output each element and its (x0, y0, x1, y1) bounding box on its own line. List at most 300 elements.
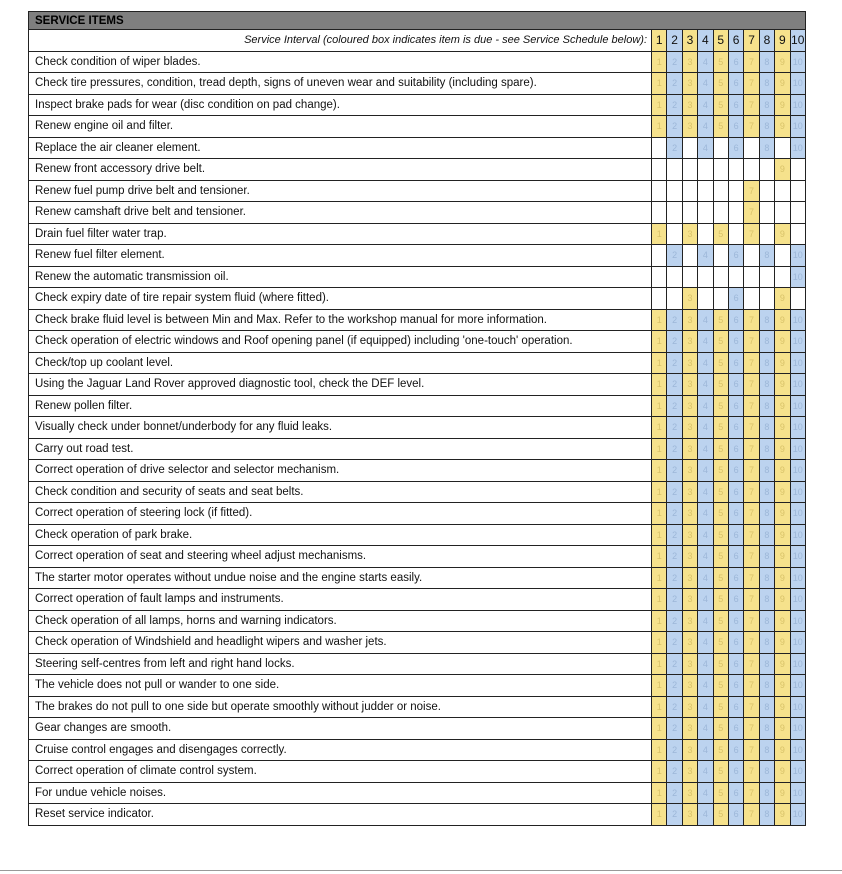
interval-cell-due: 1 (652, 546, 667, 568)
interval-cell-due: 5 (713, 546, 728, 568)
interval-cell-due: 2 (667, 331, 682, 353)
interval-cell-due: 2 (667, 524, 682, 546)
interval-cell-due: 3 (682, 610, 697, 632)
interval-cell-due: 2 (667, 782, 682, 804)
interval-cell-due: 2 (667, 675, 682, 697)
interval-cell-due: 1 (652, 675, 667, 697)
interval-cell-due: 4 (698, 94, 713, 116)
interval-cell-due: 7 (744, 718, 759, 740)
interval-cell-due: 2 (667, 610, 682, 632)
interval-cell-empty (713, 266, 728, 288)
interval-cell-due: 10 (790, 675, 805, 697)
interval-cell-due: 3 (682, 352, 697, 374)
interval-cell-due: 8 (759, 718, 774, 740)
interval-cell-due: 5 (713, 610, 728, 632)
service-item-text: Correct operation of drive selector and selector mechanism. (29, 460, 652, 482)
interval-cell-empty (759, 223, 774, 245)
table-row (29, 266, 806, 288)
table-row (29, 94, 806, 116)
service-item-text: Carry out road test. (29, 438, 652, 460)
interval-cell-due: 5 (713, 718, 728, 740)
interval-cell-due: 9 (775, 395, 790, 417)
interval-header-6: 6 (728, 30, 743, 52)
interval-cell-due: 8 (759, 524, 774, 546)
interval-cell-due: 5 (713, 481, 728, 503)
service-items-sheet (28, 11, 806, 826)
service-item-text: Check condition and security of seats and seat belts. (29, 481, 652, 503)
interval-cell-due: 7 (744, 202, 759, 224)
service-item-text: The vehicle does not pull or wander to one side. (29, 675, 652, 697)
interval-cell-due: 10 (790, 245, 805, 267)
interval-cell-due: 10 (790, 503, 805, 525)
interval-cell-due: 10 (790, 395, 805, 417)
interval-cell-due: 2 (667, 374, 682, 396)
interval-cell-due: 9 (775, 331, 790, 353)
interval-cell-due: 9 (775, 632, 790, 654)
interval-header-8: 8 (759, 30, 774, 52)
interval-header-9: 9 (775, 30, 790, 52)
interval-cell-due: 10 (790, 524, 805, 546)
interval-cell-empty (790, 288, 805, 310)
interval-cell-due: 4 (698, 632, 713, 654)
interval-cell-due: 4 (698, 137, 713, 159)
interval-cell-due: 5 (713, 417, 728, 439)
interval-cell-due: 6 (728, 460, 743, 482)
interval-cell-due: 8 (759, 137, 774, 159)
interval-cell-due: 1 (652, 51, 667, 73)
interval-cell-due: 9 (775, 374, 790, 396)
interval-cell-due: 5 (713, 632, 728, 654)
interval-cell-due: 1 (652, 632, 667, 654)
interval-cell-empty (744, 245, 759, 267)
interval-cell-due: 5 (713, 696, 728, 718)
interval-cell-empty (713, 180, 728, 202)
interval-cell-due: 1 (652, 417, 667, 439)
interval-cell-due: 6 (728, 675, 743, 697)
interval-cell-due: 1 (652, 739, 667, 761)
interval-cell-due: 6 (728, 653, 743, 675)
interval-cell-due: 1 (652, 481, 667, 503)
interval-cell-empty (713, 137, 728, 159)
interval-cell-due: 7 (744, 567, 759, 589)
interval-cell-due: 8 (759, 460, 774, 482)
interval-cell-empty (744, 266, 759, 288)
interval-cell-due: 1 (652, 352, 667, 374)
interval-cell-due: 6 (728, 116, 743, 138)
interval-cell-due: 4 (698, 503, 713, 525)
service-item-text: Drain fuel filter water trap. (29, 223, 652, 245)
interval-cell-due: 8 (759, 610, 774, 632)
interval-cell-due: 2 (667, 460, 682, 482)
interval-cell-due: 4 (698, 417, 713, 439)
interval-cell-due: 7 (744, 481, 759, 503)
interval-cell-due: 9 (775, 116, 790, 138)
interval-cell-due: 1 (652, 804, 667, 826)
table-row (29, 503, 806, 525)
interval-cell-due: 7 (744, 524, 759, 546)
interval-cell-due: 8 (759, 73, 774, 95)
interval-cell-due: 4 (698, 675, 713, 697)
interval-cell-due: 4 (698, 438, 713, 460)
interval-cell-due: 9 (775, 352, 790, 374)
interval-cell-due: 6 (728, 610, 743, 632)
interval-cell-due: 10 (790, 632, 805, 654)
interval-cell-due: 5 (713, 460, 728, 482)
service-item-text: For undue vehicle noises. (29, 782, 652, 804)
interval-cell-due: 3 (682, 739, 697, 761)
interval-cell-empty (698, 288, 713, 310)
interval-cell-due: 9 (775, 653, 790, 675)
table-row (29, 438, 806, 460)
interval-cell-due: 4 (698, 352, 713, 374)
interval-cell-due: 2 (667, 116, 682, 138)
interval-cell-empty (698, 223, 713, 245)
interval-cell-due: 5 (713, 309, 728, 331)
interval-cell-due: 4 (698, 331, 713, 353)
interval-cell-due: 4 (698, 804, 713, 826)
interval-cell-empty (775, 202, 790, 224)
interval-cell-due: 9 (775, 718, 790, 740)
table-row (29, 782, 806, 804)
interval-cell-due: 8 (759, 245, 774, 267)
interval-cell-due: 6 (728, 524, 743, 546)
interval-cell-due: 9 (775, 546, 790, 568)
interval-cell-due: 2 (667, 309, 682, 331)
interval-cell-empty (698, 159, 713, 181)
interval-cell-due: 7 (744, 503, 759, 525)
interval-cell-due: 1 (652, 718, 667, 740)
table-row (29, 460, 806, 482)
table-row (29, 610, 806, 632)
interval-cell-due: 4 (698, 395, 713, 417)
interval-cell-due: 10 (790, 331, 805, 353)
interval-cell-due: 3 (682, 223, 697, 245)
interval-cell-due: 6 (728, 546, 743, 568)
interval-cell-empty (667, 159, 682, 181)
service-item-text: Renew pollen filter. (29, 395, 652, 417)
interval-cell-due: 9 (775, 288, 790, 310)
service-item-text: Replace the air cleaner element. (29, 137, 652, 159)
interval-cell-due: 8 (759, 352, 774, 374)
interval-cell-due: 2 (667, 417, 682, 439)
table-row (29, 309, 806, 331)
interval-cell-due: 8 (759, 94, 774, 116)
interval-cell-due: 3 (682, 51, 697, 73)
interval-cell-due: 9 (775, 804, 790, 826)
interval-cell-due: 8 (759, 546, 774, 568)
interval-cell-due: 6 (728, 309, 743, 331)
interval-cell-due: 6 (728, 395, 743, 417)
interval-cell-due: 3 (682, 804, 697, 826)
interval-cell-due: 9 (775, 73, 790, 95)
interval-header-7: 7 (744, 30, 759, 52)
interval-cell-due: 6 (728, 73, 743, 95)
interval-cell-due: 2 (667, 567, 682, 589)
interval-cell-due: 6 (728, 481, 743, 503)
interval-cell-due: 8 (759, 782, 774, 804)
interval-header-10: 10 (790, 30, 805, 52)
interval-cell-due: 9 (775, 223, 790, 245)
interval-cell-due: 6 (728, 804, 743, 826)
interval-cell-due: 3 (682, 696, 697, 718)
interval-cell-due: 4 (698, 546, 713, 568)
interval-cell-due: 7 (744, 417, 759, 439)
service-item-text: The starter motor operates without undue noise and the engine starts easily. (29, 567, 652, 589)
interval-cell-empty (713, 159, 728, 181)
interval-cell-due: 2 (667, 438, 682, 460)
interval-cell-empty (652, 288, 667, 310)
interval-cell-due: 10 (790, 739, 805, 761)
table-row (29, 524, 806, 546)
interval-cell-due: 6 (728, 374, 743, 396)
interval-cell-due: 7 (744, 804, 759, 826)
service-item-text: Check condition of wiper blades. (29, 51, 652, 73)
interval-cell-due: 10 (790, 438, 805, 460)
interval-cell-empty (713, 288, 728, 310)
interval-cell-due: 4 (698, 589, 713, 611)
interval-cell-due: 7 (744, 223, 759, 245)
interval-cell-due: 8 (759, 331, 774, 353)
interval-cell-due: 9 (775, 159, 790, 181)
interval-cell-due: 6 (728, 503, 743, 525)
interval-cell-due: 5 (713, 223, 728, 245)
table-row (29, 331, 806, 353)
interval-cell-due: 1 (652, 782, 667, 804)
interval-cell-empty (728, 266, 743, 288)
interval-cell-empty (790, 180, 805, 202)
interval-cell-due: 1 (652, 374, 667, 396)
service-item-text: Check/top up coolant level. (29, 352, 652, 374)
interval-cell-due: 6 (728, 137, 743, 159)
interval-cell-due: 5 (713, 395, 728, 417)
interval-cell-due: 10 (790, 266, 805, 288)
interval-cell-due: 7 (744, 782, 759, 804)
interval-cell-due: 6 (728, 438, 743, 460)
interval-cell-due: 8 (759, 417, 774, 439)
service-items-table (28, 11, 806, 826)
interval-cell-due: 5 (713, 653, 728, 675)
interval-cell-due: 7 (744, 374, 759, 396)
interval-cell-empty (728, 159, 743, 181)
interval-cell-due: 8 (759, 503, 774, 525)
interval-cell-due: 4 (698, 51, 713, 73)
interval-cell-empty (790, 202, 805, 224)
interval-cell-due: 2 (667, 718, 682, 740)
interval-cell-due: 9 (775, 761, 790, 783)
interval-cell-empty (667, 223, 682, 245)
interval-cell-empty (652, 159, 667, 181)
interval-cell-due: 5 (713, 73, 728, 95)
service-item-text: Inspect brake pads for wear (disc condition on pad change). (29, 94, 652, 116)
table-row (29, 417, 806, 439)
interval-cell-due: 1 (652, 94, 667, 116)
interval-cell-due: 7 (744, 675, 759, 697)
interval-cell-due: 7 (744, 761, 759, 783)
interval-cell-empty (682, 137, 697, 159)
interval-cell-due: 4 (698, 481, 713, 503)
interval-cell-due: 5 (713, 51, 728, 73)
table-row (29, 739, 806, 761)
interval-cell-due: 1 (652, 223, 667, 245)
interval-cell-due: 4 (698, 116, 713, 138)
interval-header-1: 1 (652, 30, 667, 52)
service-item-text: Check tire pressures, condition, tread depth, signs of uneven wear and suitability (including spare). (29, 73, 652, 95)
interval-cell-due: 6 (728, 761, 743, 783)
interval-cell-due: 5 (713, 352, 728, 374)
table-row (29, 223, 806, 245)
interval-cell-due: 10 (790, 804, 805, 826)
interval-cell-due: 4 (698, 460, 713, 482)
interval-cell-due: 5 (713, 524, 728, 546)
interval-cell-due: 6 (728, 94, 743, 116)
interval-cell-empty (790, 223, 805, 245)
service-item-text: Check operation of Windshield and headlight wipers and washer jets. (29, 632, 652, 654)
interval-cell-empty (667, 202, 682, 224)
interval-cell-due: 5 (713, 589, 728, 611)
interval-cell-due: 5 (713, 804, 728, 826)
interval-cell-due: 3 (682, 632, 697, 654)
interval-cell-due: 9 (775, 524, 790, 546)
interval-cell-due: 4 (698, 739, 713, 761)
interval-cell-due: 5 (713, 503, 728, 525)
interval-cell-due: 5 (713, 94, 728, 116)
interval-cell-due: 10 (790, 94, 805, 116)
interval-cell-due: 3 (682, 94, 697, 116)
interval-cell-due: 9 (775, 309, 790, 331)
interval-cell-due: 7 (744, 352, 759, 374)
table-row (29, 589, 806, 611)
interval-cell-empty (698, 180, 713, 202)
interval-cell-due: 9 (775, 567, 790, 589)
interval-cell-due: 9 (775, 94, 790, 116)
interval-cell-due: 10 (790, 761, 805, 783)
interval-cell-due: 3 (682, 567, 697, 589)
interval-cell-due: 2 (667, 481, 682, 503)
interval-cell-due: 9 (775, 782, 790, 804)
interval-cell-due: 10 (790, 51, 805, 73)
interval-cell-due: 3 (682, 417, 697, 439)
interval-cell-due: 7 (744, 309, 759, 331)
interval-cell-due: 7 (744, 438, 759, 460)
interval-cell-due: 3 (682, 481, 697, 503)
interval-cell-due: 3 (682, 73, 697, 95)
interval-cell-due: 8 (759, 51, 774, 73)
interval-cell-due: 1 (652, 524, 667, 546)
interval-cell-due: 8 (759, 653, 774, 675)
interval-cell-due: 4 (698, 309, 713, 331)
interval-cell-due: 10 (790, 137, 805, 159)
table-row (29, 245, 806, 267)
interval-cell-due: 5 (713, 761, 728, 783)
interval-cell-due: 3 (682, 675, 697, 697)
table-row (29, 696, 806, 718)
interval-cell-due: 8 (759, 804, 774, 826)
interval-cell-due: 3 (682, 653, 697, 675)
interval-cell-due: 3 (682, 438, 697, 460)
interval-cell-due: 8 (759, 309, 774, 331)
interval-cell-empty (744, 288, 759, 310)
interval-cell-due: 8 (759, 696, 774, 718)
service-item-text: Renew camshaft drive belt and tensioner. (29, 202, 652, 224)
interval-cell-empty (698, 202, 713, 224)
interval-cell-due: 1 (652, 761, 667, 783)
service-item-text: Gear changes are smooth. (29, 718, 652, 740)
interval-cell-due: 9 (775, 51, 790, 73)
interval-cell-due: 7 (744, 180, 759, 202)
interval-cell-due: 10 (790, 546, 805, 568)
interval-cell-due: 10 (790, 481, 805, 503)
interval-cell-due: 5 (713, 739, 728, 761)
interval-cell-empty (652, 266, 667, 288)
service-item-text: Using the Jaguar Land Rover approved diagnostic tool, check the DEF level. (29, 374, 652, 396)
interval-cell-empty (682, 159, 697, 181)
service-item-text: The brakes do not pull to one side but operate smoothly without judder or noise. (29, 696, 652, 718)
interval-header-row (29, 30, 806, 52)
interval-cell-due: 7 (744, 94, 759, 116)
interval-cell-due: 1 (652, 309, 667, 331)
interval-cell-due: 3 (682, 546, 697, 568)
interval-cell-due: 2 (667, 395, 682, 417)
interval-cell-due: 2 (667, 352, 682, 374)
interval-cell-empty (682, 245, 697, 267)
interval-cell-due: 8 (759, 116, 774, 138)
interval-cell-empty (682, 266, 697, 288)
service-item-text: Reset service indicator. (29, 804, 652, 826)
interval-cell-empty (652, 137, 667, 159)
interval-cell-due: 9 (775, 417, 790, 439)
interval-cell-due: 2 (667, 589, 682, 611)
interval-cell-due: 1 (652, 653, 667, 675)
interval-cell-due: 5 (713, 567, 728, 589)
interval-cell-due: 7 (744, 653, 759, 675)
table-row (29, 804, 806, 826)
interval-cell-due: 6 (728, 696, 743, 718)
interval-cell-due: 6 (728, 567, 743, 589)
interval-cell-due: 8 (759, 438, 774, 460)
interval-cell-due: 2 (667, 245, 682, 267)
interval-cell-empty (728, 180, 743, 202)
interval-cell-due: 6 (728, 51, 743, 73)
interval-cell-due: 10 (790, 374, 805, 396)
service-item-text: Renew engine oil and filter. (29, 116, 652, 138)
table-row (29, 202, 806, 224)
interval-cell-due: 3 (682, 460, 697, 482)
interval-cell-empty (759, 202, 774, 224)
interval-cell-due: 4 (698, 610, 713, 632)
interval-cell-due: 10 (790, 116, 805, 138)
interval-cell-due: 9 (775, 610, 790, 632)
interval-cell-empty (667, 288, 682, 310)
interval-cell-due: 3 (682, 288, 697, 310)
service-item-text: Check brake fluid level is between Min and Max. Refer to the workshop manual for more information. (29, 309, 652, 331)
interval-cell-due: 9 (775, 739, 790, 761)
interval-cell-due: 8 (759, 395, 774, 417)
service-item-text: Correct operation of seat and steering wheel adjust mechanisms. (29, 546, 652, 568)
interval-cell-due: 6 (728, 782, 743, 804)
interval-header-3: 3 (682, 30, 697, 52)
table-title: SERVICE ITEMS (29, 12, 806, 30)
interval-cell-due: 4 (698, 567, 713, 589)
interval-cell-due: 9 (775, 675, 790, 697)
interval-cell-due: 4 (698, 524, 713, 546)
interval-cell-due: 10 (790, 417, 805, 439)
table-title-row (29, 12, 806, 30)
table-row (29, 675, 806, 697)
service-item-text: Cruise control engages and disengages correctly. (29, 739, 652, 761)
interval-cell-due: 4 (698, 374, 713, 396)
interval-cell-due: 3 (682, 761, 697, 783)
interval-cell-due: 3 (682, 718, 697, 740)
